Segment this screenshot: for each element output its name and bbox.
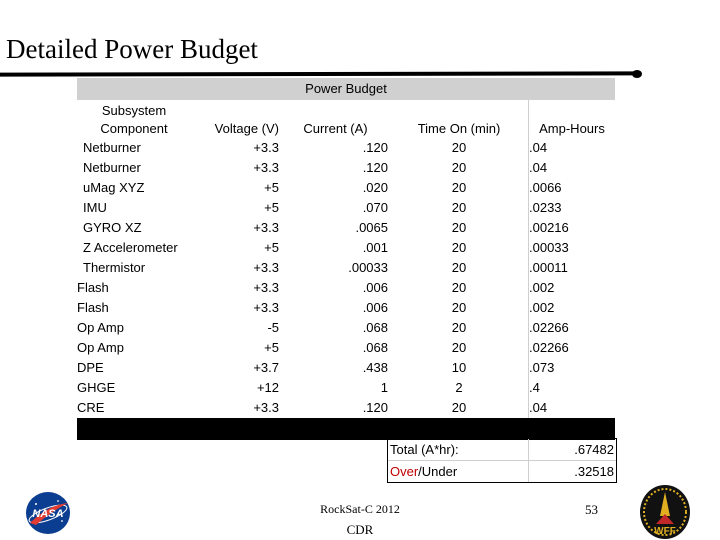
table-footer-bar: [77, 418, 615, 440]
cell-component: Netburner: [83, 160, 141, 175]
power-budget-table: [77, 78, 615, 440]
cell-current: .120: [362, 400, 388, 415]
cell-time-on: 20: [390, 298, 529, 318]
header-subsystem: [77, 100, 191, 138]
cell-voltage: +5: [264, 200, 279, 215]
cell-amp-hours: .02266: [529, 320, 569, 335]
cell-time-on: 20: [390, 158, 529, 178]
cell-voltage: +3.3: [253, 300, 279, 315]
cell-current: .120: [362, 160, 388, 175]
cell-amp-hours: .4: [529, 380, 540, 395]
header-subsystem-line2: Component: [100, 121, 168, 136]
cell-time-on: 20: [390, 278, 529, 298]
cell-current: .070: [362, 200, 388, 215]
cell-current: .120: [362, 140, 388, 155]
cell-time-on: 20: [390, 398, 529, 418]
total-value: .67482: [574, 442, 614, 457]
cell-current: .438: [362, 360, 388, 375]
cell-current: .006: [362, 280, 388, 295]
under-label: /Under: [418, 464, 458, 479]
cell-time-on: 20: [390, 178, 529, 198]
cell-current: .020: [362, 180, 388, 195]
cell-component: Op Amp: [77, 320, 124, 335]
cell-voltage: +3.3: [253, 280, 279, 295]
wff-logo: [638, 484, 692, 540]
cell-time-on: 20: [390, 218, 529, 238]
cell-voltage: -5: [267, 320, 279, 335]
cell-amp-hours: .02266: [529, 340, 569, 355]
cell-current: .0065: [355, 220, 388, 235]
table-row: [77, 238, 615, 258]
cell-amp-hours: .0233: [529, 200, 562, 215]
cell-current: .006: [362, 300, 388, 315]
table-row: [77, 138, 615, 158]
total-label: Total (A*hr):: [388, 439, 529, 460]
cell-time-on: 20: [390, 258, 529, 278]
table-row: [77, 158, 615, 178]
cell-time-on: 20: [390, 138, 529, 158]
page-title: Detailed Power Budget: [6, 34, 258, 64]
cell-component: DPE: [77, 360, 104, 375]
cell-voltage: +3.7: [253, 360, 279, 375]
nasa-logo: [24, 491, 72, 535]
cell-time-on: 20: [390, 338, 529, 358]
table-row: [77, 378, 615, 398]
cell-time-on: 2: [390, 378, 529, 398]
cell-voltage: +5: [264, 240, 279, 255]
table-header-row: [77, 100, 615, 138]
cell-time-on: 10: [390, 358, 529, 378]
footer-mission: RockSat-C 2012: [320, 502, 400, 516]
cell-amp-hours: .00216: [529, 220, 569, 235]
cell-time-on: 20: [390, 238, 529, 258]
cell-component: Flash: [77, 300, 109, 315]
over-label: Over: [390, 464, 419, 479]
cell-component: GYRO XZ: [83, 220, 142, 235]
svg-text:NASA: NASA: [32, 508, 64, 520]
cell-time-on: 20: [390, 198, 529, 218]
totals-box: [387, 438, 617, 483]
table-title: Power Budget: [77, 78, 615, 100]
cell-component: Flash: [77, 280, 109, 295]
cell-current: .068: [362, 340, 388, 355]
cell-amp-hours: .04: [529, 160, 548, 175]
cell-voltage: +3.3: [253, 160, 279, 175]
table-row: [77, 318, 615, 338]
table-row: [77, 298, 615, 318]
cell-voltage: +12: [256, 380, 279, 395]
cell-component: IMU: [83, 200, 107, 215]
cell-component: Z Accelerometer: [83, 240, 178, 255]
cell-current: .068: [362, 320, 388, 335]
cell-amp-hours: .04: [529, 400, 548, 415]
footer-review: CDR: [346, 522, 374, 537]
table-row: [77, 358, 615, 378]
table-row: [77, 178, 615, 198]
cell-component: GHGE: [77, 380, 116, 395]
table-row: [77, 258, 615, 278]
header-subsystem-line1: Subsystem: [101, 103, 167, 118]
header-current: Current (A): [303, 121, 368, 136]
cell-current: .001: [362, 240, 388, 255]
page-number: 53: [585, 502, 598, 517]
cell-voltage: +5: [264, 340, 279, 355]
cell-current: .00033: [348, 260, 388, 275]
title-underline: [0, 71, 640, 76]
cell-amp-hours: .073: [529, 360, 555, 375]
cell-component: Netburner: [83, 140, 141, 155]
over-under-label: [388, 461, 529, 482]
cell-time-on: 20: [390, 318, 529, 338]
table-row: [77, 338, 615, 358]
cell-voltage: +3.3: [253, 140, 279, 155]
cell-amp-hours: .00011: [529, 260, 568, 275]
cell-component: uMag XYZ: [83, 180, 145, 195]
over-under-value: .32518: [574, 464, 614, 479]
table-row: [77, 218, 615, 238]
cell-voltage: +5: [264, 180, 279, 195]
cell-voltage: +3.3: [253, 400, 279, 415]
cell-component: CRE: [77, 400, 105, 415]
table-row: [77, 278, 615, 298]
header-time-on: Time On (min): [390, 100, 529, 138]
total-row: [388, 439, 616, 460]
table-row: [77, 398, 615, 418]
cell-amp-hours: .04: [529, 140, 548, 155]
cell-current: 1: [380, 380, 388, 395]
header-voltage: Voltage (V): [214, 121, 279, 136]
cell-amp-hours: .002: [529, 300, 555, 315]
cell-amp-hours: .002: [529, 280, 555, 295]
over-under-row: [388, 460, 616, 482]
wff-logo-text: WFF: [654, 526, 676, 537]
cell-voltage: +3.3: [253, 220, 279, 235]
cell-voltage: +3.3: [253, 260, 279, 275]
cell-component: Op Amp: [77, 340, 124, 355]
title-underline-tip: [632, 70, 642, 78]
cell-amp-hours: .0066: [529, 180, 562, 195]
cell-amp-hours: .00033: [529, 240, 569, 255]
table-row: [77, 198, 615, 218]
header-amp-hours: Amp-Hours: [539, 121, 605, 136]
cell-component: Thermistor: [83, 260, 146, 275]
